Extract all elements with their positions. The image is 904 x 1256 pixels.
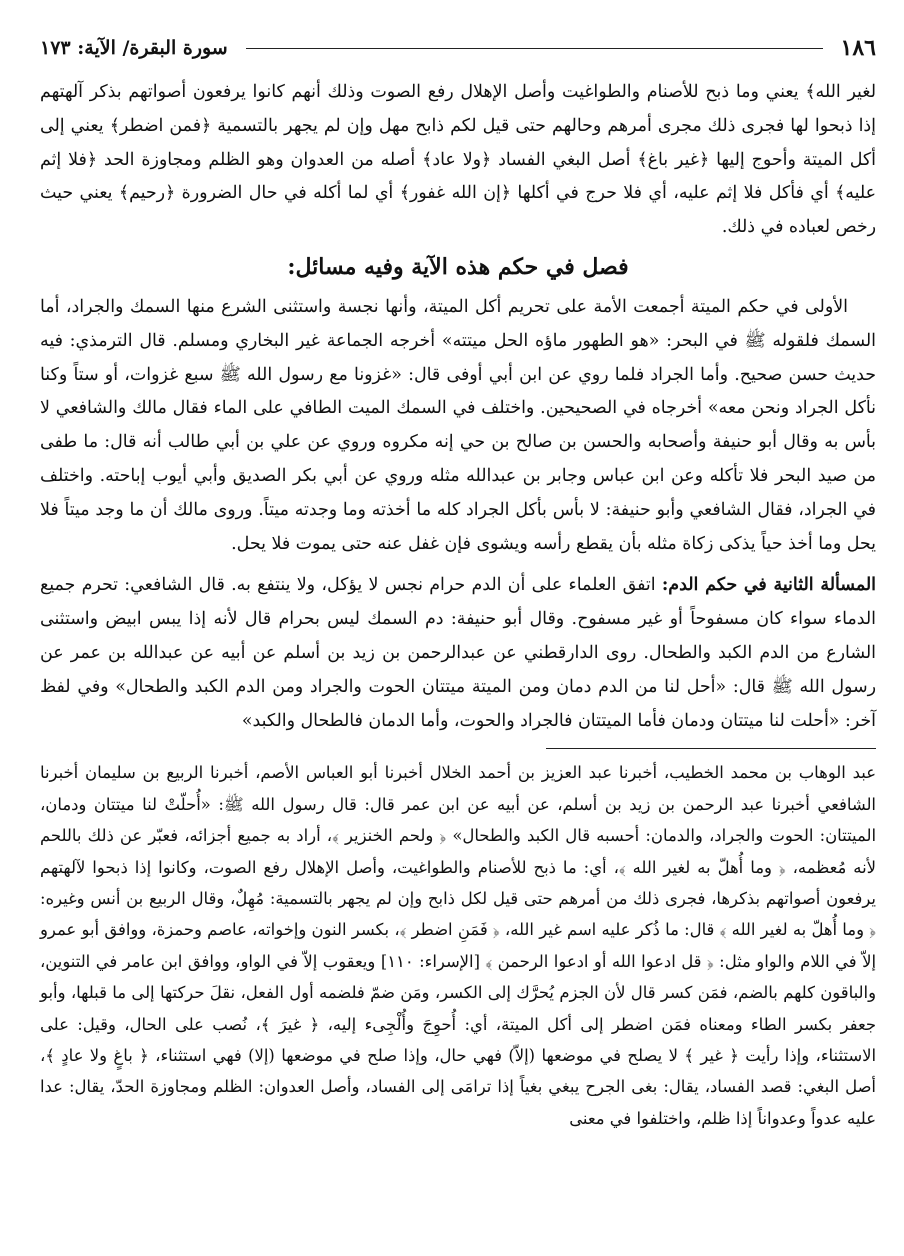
page-number: ١٨٦ (840, 35, 876, 61)
footnote-separator (546, 748, 876, 749)
section-title: فصل في حكم هذه الآية وفيه مسائل: (287, 253, 629, 280)
paragraph-dead-animals: الأولى في حكم الميتة أجمعت الأمة على تحريم أكل الميتة، وأنها نجسة واستثنى الشرع منها السمك والجراد، أما السمك فلقوله ﷺ في البحر: «هو الطهور ماؤه الحل ميتته» أخرجه الجماعة غير البخاري ومسلم. قال الترمذي: فيه حديث حسن صحيح. وأما الجراد فلما روي عن ابن أبي أوفى قال: «غزونا مع رسول الله ﷺ سبع غزوات، أو ستاً وكنا نأكل الجراد ونحن معه» أخرجاه في الصحيحين. واختلف في السمك الميت الطافي على الماء فقال مالك والشافعي لا بأس به وقال أبو حنيفة وأصحابه والحسن بن صالح بن حي إنه مكروه وروي عن علي بن أبي طالب أنه قال: ما طفى من صيد البحر فلا تأكله وعن ابن عباس وجابر بن عبدالله مثله وروي عن أبي بكر الصديق وأبي أيوب إباحته. واختلف في الجراد، فقال الشافعي وأبو حنيفة: لا بأس بأكل الجراد كله ما أخذته وما وجدته ميتاً. وروى مالك أن ما وجد ميتاً فلا يحل وما أخذ حياً يذكى زكاة مثله بأن يقطع رأسه ويشوى فإن غفل عنه حتى يموت فلا يحل. (40, 296, 876, 554)
paragraph-blood-lead: المسألة الثانية في حكم الدم: (661, 575, 877, 596)
paragraph-blood (40, 569, 876, 738)
paragraph-blood-body: اتفق العلماء على أن الدم حرام نجس لا يؤكل، ولا ينتفع به. قال الشافعي: تحرم جميع الدماء سواء كان مسفوحاً أو غير مسفوح. وقال أبو حنيفة: دم السمك ليس بحرام قال لأنه إذا يبس ابيض واستثنى الشارع من الدم الكبد والطحال. روى الدارقطني عن عبدالرحمن بن زيد بن أسلم عن أبيه عن عبدالله بن عمر عن رسول الله ﷺ قال: «أحل لنا من الدم دمان ومن الميتة ميتتان الحوت والجراد ومن الدم الكبد والطحال» وفي لفظ آخر: «أحلت لنا ميتتان ودمان فأما الميتتان فالجراد والحوت، وأما الدمان فالطحال والكبد» (40, 575, 876, 731)
footnote-text (40, 757, 876, 1134)
main-text (40, 76, 876, 738)
book-page (40, 30, 876, 1230)
intro-paragraph: لغير الله﴾ يعني وما ذبح للأصنام والطواغيت وأصل الإهلال رفع الصوت وذلك أنهم كانوا يرفعون أصواتهم بذكر آلهتهم إذا ذبحوا لها فجرى ذلك مجرى أمرهم وحالهم حتى قيل لكم ذابح مهل وإن لم يجهر بالتسمية ﴿فمن اضطر﴾ يعني إلى أكل الميتة وأحوج إليها ﴿غير باغ﴾ أصل البغي الفساد ﴿ولا عاد﴾ أصله من العدوان وهو الظلم ومجاوزة الحد ﴿فلا إثم عليه﴾ أي فأكل فلا إثم عليه، أي فلا حرج في أكلها ﴿إن الله غفور﴾ أي لما أكله في حال الضرورة ﴿رحيم﴾ يعني حيث رخص لعباده في ذلك. (40, 82, 876, 238)
header-rule (246, 48, 823, 49)
page-header (40, 30, 876, 66)
surah-title: سورة البقرة/ الآية: ١٧٣ (40, 37, 228, 59)
footnote-paragraph: عبد الوهاب بن محمد الخطيب، أخبرنا عبد العزيز بن أحمد الخلال أخبرنا أبو العباس الأصم، أخبرنا الربيع بن سليمان أخبرنا الشافعي أخبرنا عبد الرحمن بن زيد بن أسلم، عن أبيه عن ابن عمر قال: قال رسول الله ﷺ: «أُحلّتْ لنا ميتتان ودمان، الميتتان: الحوت والجراد، والدمان: أحسبه قال الكبد والطحال» ﴿ ولحم الخنزير ﴾، أراد به جميع أجزائه، فعبّر عن ذلك باللحم لأنه مُعظمه، ﴿ وما أُهلّ به لغير الله ﴾، أي: ما ذبح للأصنام والطواغيت، وأصل الإهلال رفع الصوت، وكانوا إذا ذبحوا لآلهتهم يرفعون أصواتهم بذكرها، فجرى ذلك من أمرهم حتى قيل لكل ذابح وإن لم يجهر بالتسمية: مُهِلٌ، وقال الربيع بن أنس وغيره: ﴿ وما أُهلّ به لغير الله ﴾ قال: ما ذُكر عليه اسم غير الله، ﴿ فَمَنِ اضطر ﴾، بكسر النون وإخواته، عاصم وحمزة، ووافق أبو عمرو إلاّ في اللام والواو مثل: ﴿ قل ادعوا الله أو ادعوا الرحمن ﴾ [الإسراء: ١١٠] ويعقوب إلاّ في الواو، ووافق ابن عامر في التنوين، والباقون كلهم بالضم، فمَن كسر قال لأن الجزم يُحرَّك إلى الكسر، ومَن ضمّ فلضمه أول الفعل، نقلَ حركتها إلى ما قبلها، وأبو جعفر بكسر الطاء ومعناه فمَن اضطر إلى أكل الميتة، أي: أُحوِجَ وأُلْجِىء إليه، ﴿ غيرَ ﴾، نُصب على الحال، وقيل: على الاستثناء، وإذا رأيت ﴿ غير ﴾ لا يصلح في موضعها (إلاّ) فهي حال، وإذا صلح في موضعها (إلا) فهي استثناء، ﴿ باغٍ ولا عادٍ ﴾، أصل البغي: قصد الفساد، يقال: بغى الجرح يبغي بغياً إذا ترامَى إلى الفساد، وأصل العدوان: الظلم ومجاوزة الحدّ، يقال: عدا عليه عدواً وعدواناً إذا ظلم، واختلفوا في معنى (40, 763, 876, 1128)
